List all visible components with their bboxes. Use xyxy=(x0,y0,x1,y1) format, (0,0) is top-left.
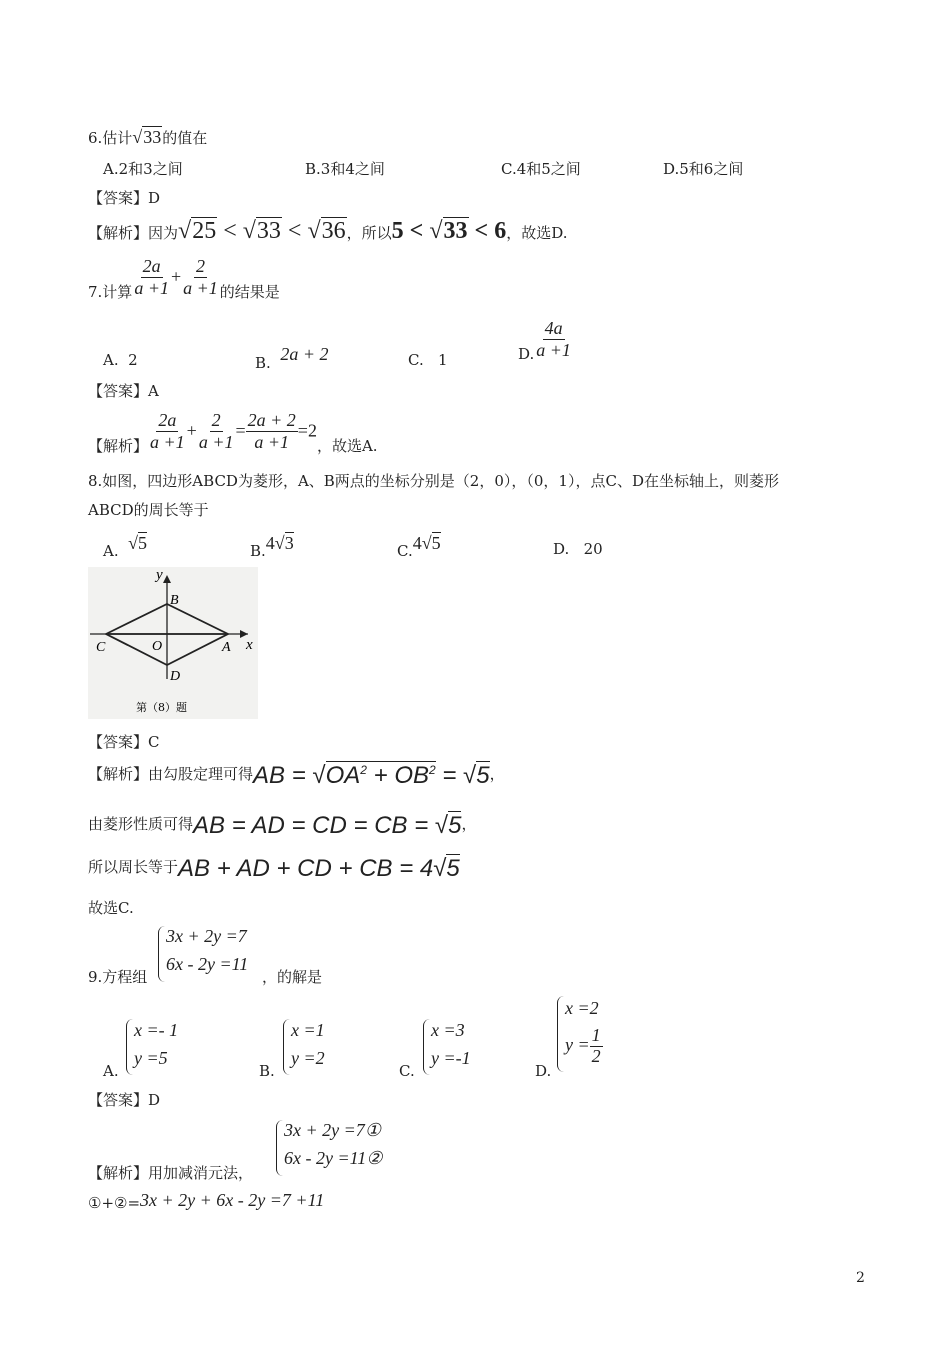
label-b: B xyxy=(170,593,179,608)
q9-analysis-eq2: 6x - 2y =11② xyxy=(284,1148,383,1168)
q7-answer: 【答案】A xyxy=(88,382,159,400)
q8-figure xyxy=(88,567,258,719)
q6-option-b: B.3和4之间 xyxy=(305,160,385,178)
q9-option-c-brace xyxy=(423,1019,430,1075)
q9-option-d-brace xyxy=(557,996,564,1072)
q6-ineq2: 5 < √33 < 6 xyxy=(391,218,507,244)
q9-analysis-system xyxy=(284,1116,382,1172)
q6-option-d: D.5和6之间 xyxy=(663,160,744,178)
q7-stem-post: 的结果是 xyxy=(219,283,280,302)
q7-plus: + xyxy=(170,266,182,287)
q8-analysis-line2: 由菱形性质可得AB = AD = CD = CB = √5， xyxy=(88,812,477,839)
q9-stem-pre: 9.方程组 xyxy=(88,968,148,986)
q8-analysis-line1: 【解析】由勾股定理可得AB = $√OA^2 + OB^2 = √5$， xyxy=(88,762,505,789)
label-a: A xyxy=(222,640,231,655)
q6-analysis-text2: ，所以 xyxy=(346,224,392,242)
q6-option-c: C.4和5之间 xyxy=(501,160,581,178)
q6-analysis xyxy=(88,218,567,245)
q9-option-a-label: A. xyxy=(103,1062,119,1080)
figure-caption: 第（8）题 xyxy=(136,701,187,714)
q9-analysis-brace xyxy=(276,1120,283,1176)
q9-option-c-label: C. xyxy=(399,1062,415,1080)
q7-option-c: C. 1 xyxy=(408,351,448,369)
q8-analysis-line4: 故选C. xyxy=(88,899,134,917)
rhombus-diagram xyxy=(88,567,258,719)
q7-analysis: 【解析】 $\frac{2a}{a +1}$ + $\frac{2}{a +1}$ = $\frac{2a + 2}{a +1}$ =2，故选A. xyxy=(88,410,378,456)
q9-eq2: 6x - 2y =11 xyxy=(166,954,249,974)
q7-stem xyxy=(88,256,280,302)
q9-step: ①+②=3x + 2y + 6x - 2y =7 +11 xyxy=(88,1190,325,1212)
q9-option-a: x =- 1 y =5 xyxy=(134,1020,179,1068)
q8-option-c: C.4√5 xyxy=(397,533,441,560)
y-axis-arrow xyxy=(163,575,171,583)
q9-option-d-label: D. xyxy=(535,1062,552,1080)
label-x: x xyxy=(246,637,253,653)
q9-eq1: 3x + 2y =7 xyxy=(166,926,247,946)
q6-radicand: 33 xyxy=(143,127,162,147)
q7-option-a: A. 2 xyxy=(103,351,138,369)
label-c: C xyxy=(96,640,106,655)
label-o: O xyxy=(152,639,163,654)
q7-frac2: $\frac{2}{a +1}$ xyxy=(183,256,218,298)
q7-stem-pre: 7.计算 xyxy=(88,283,133,302)
q7-option-b: B. 2a + 2 xyxy=(255,344,329,372)
q9-stem-post: ，的解是 xyxy=(262,968,323,986)
q6-stem xyxy=(88,127,207,148)
q6-answer: 【答案】D xyxy=(88,189,161,207)
q6-stem-post: 的值在 xyxy=(162,129,208,147)
label-d: D xyxy=(170,669,181,684)
q6-analysis-text3: ，故选D. xyxy=(506,224,568,242)
q9-option-b: x =1 y =2 xyxy=(291,1020,325,1068)
q6-sqrt: √33 xyxy=(132,127,162,147)
q8-option-b: B.4√3 xyxy=(250,533,294,560)
q9-option-c: x =3 y =-1 xyxy=(431,1020,471,1068)
q8-option-a: A. √5 xyxy=(103,533,148,560)
q9-analysis-eq1: 3x + 2y =7① xyxy=(284,1120,381,1140)
q9-analysis: 【解析】用加减消元法， xyxy=(88,1164,254,1182)
q8-stem-line1: 8.如图，四边形ABCD为菱形，A、B两点的坐标分别是（2，0），（0，1），点C、D在坐标轴上，则菱形 xyxy=(88,472,779,490)
q6-analysis-text1: 因为 xyxy=(148,224,179,242)
label-y: y xyxy=(156,567,163,583)
page-number: 2 xyxy=(856,1270,865,1286)
q8-answer: 【答案】C xyxy=(88,733,160,751)
q8-stem-line2: ABCD的周长等于 xyxy=(88,501,209,519)
q6-ineq1: √25 < √33 < √36 xyxy=(178,218,346,244)
q9-answer: 【答案】D xyxy=(88,1091,161,1109)
q7-option-d: D. $\frac{4a}{a +1}$ xyxy=(518,318,571,364)
q9-brace xyxy=(158,926,165,982)
q9-option-b-label: B. xyxy=(259,1062,275,1080)
q6-option-a: A.2和3之间 xyxy=(103,160,183,178)
q8-analysis-line3: 所以周长等于AB + AD + CD + CB = 4√5 xyxy=(88,855,460,882)
q6-stem-pre: 6.估计 xyxy=(88,129,133,147)
q9-system xyxy=(166,922,248,978)
q6-analysis-label: 【解析】 xyxy=(88,224,149,242)
q7-frac1: $\frac{2a}{a +1}$ xyxy=(134,256,169,298)
q9-option-b-brace xyxy=(283,1019,290,1075)
q9-option-a-brace xyxy=(126,1019,133,1075)
q8-option-d: D. 20 xyxy=(553,540,603,558)
q9-option-d: x =2 y = $\frac{1}{2}$ xyxy=(565,998,601,1066)
